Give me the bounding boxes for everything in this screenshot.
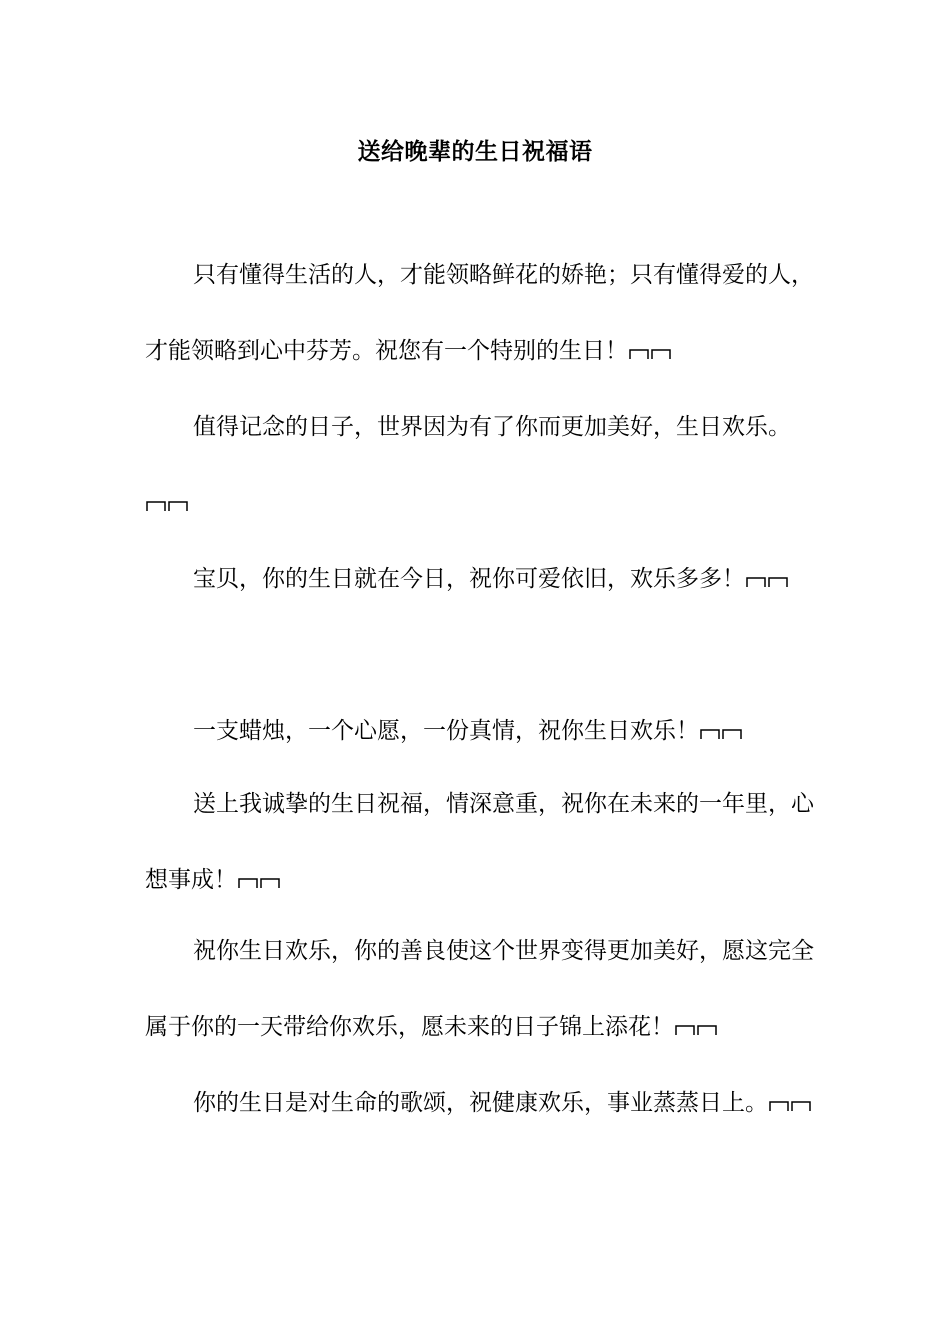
paragraph-text: 一支蜡烛，一个心愿，一份真情，祝你生日欢乐！ (193, 718, 699, 744)
paragraph (145, 237, 830, 389)
bracket-mark-icon (699, 726, 745, 740)
bracket-mark-icon (237, 875, 283, 889)
paragraph (145, 1065, 830, 1141)
paragraph-text: 值得记念的日子，世界因为有了你而更加美好，生日欢乐。 (193, 414, 791, 440)
paragraph (145, 389, 830, 541)
paragraph-text: 祝你生日欢乐，你的善良使这个世界变得更加美好，愿这完全属于你的一天带给你欢乐，愿未来的日子锦上添花！ (145, 938, 814, 1040)
paragraph (145, 541, 830, 617)
paragraph (145, 913, 830, 1065)
bracket-mark-icon (745, 574, 791, 588)
paragraph-text: 宝贝，你的生日就在今日，祝你可爱依旧，欢乐多多！ (193, 566, 745, 592)
document-title: 送给晚辈的生日祝福语 (357, 139, 593, 165)
bracket-mark-icon (145, 498, 191, 512)
paragraph-text: 你的生日是对生命的歌颂，祝健康欢乐，事业蒸蒸日上。 (193, 1090, 768, 1116)
paragraph (145, 693, 830, 769)
paragraph-text: 送上我诚挚的生日祝福，情深意重，祝你在未来的一年里，心想事成！ (145, 791, 814, 893)
bracket-mark-icon (628, 346, 674, 360)
paragraph (145, 766, 830, 918)
paragraph-text: 只有懂得生活的人，才能领略鲜花的娇艳；只有懂得爱的人，才能领略到心中芬芳。祝您有一个特别的生日！ (145, 262, 814, 364)
bracket-mark-icon (768, 1098, 814, 1112)
bracket-mark-icon (674, 1022, 720, 1036)
